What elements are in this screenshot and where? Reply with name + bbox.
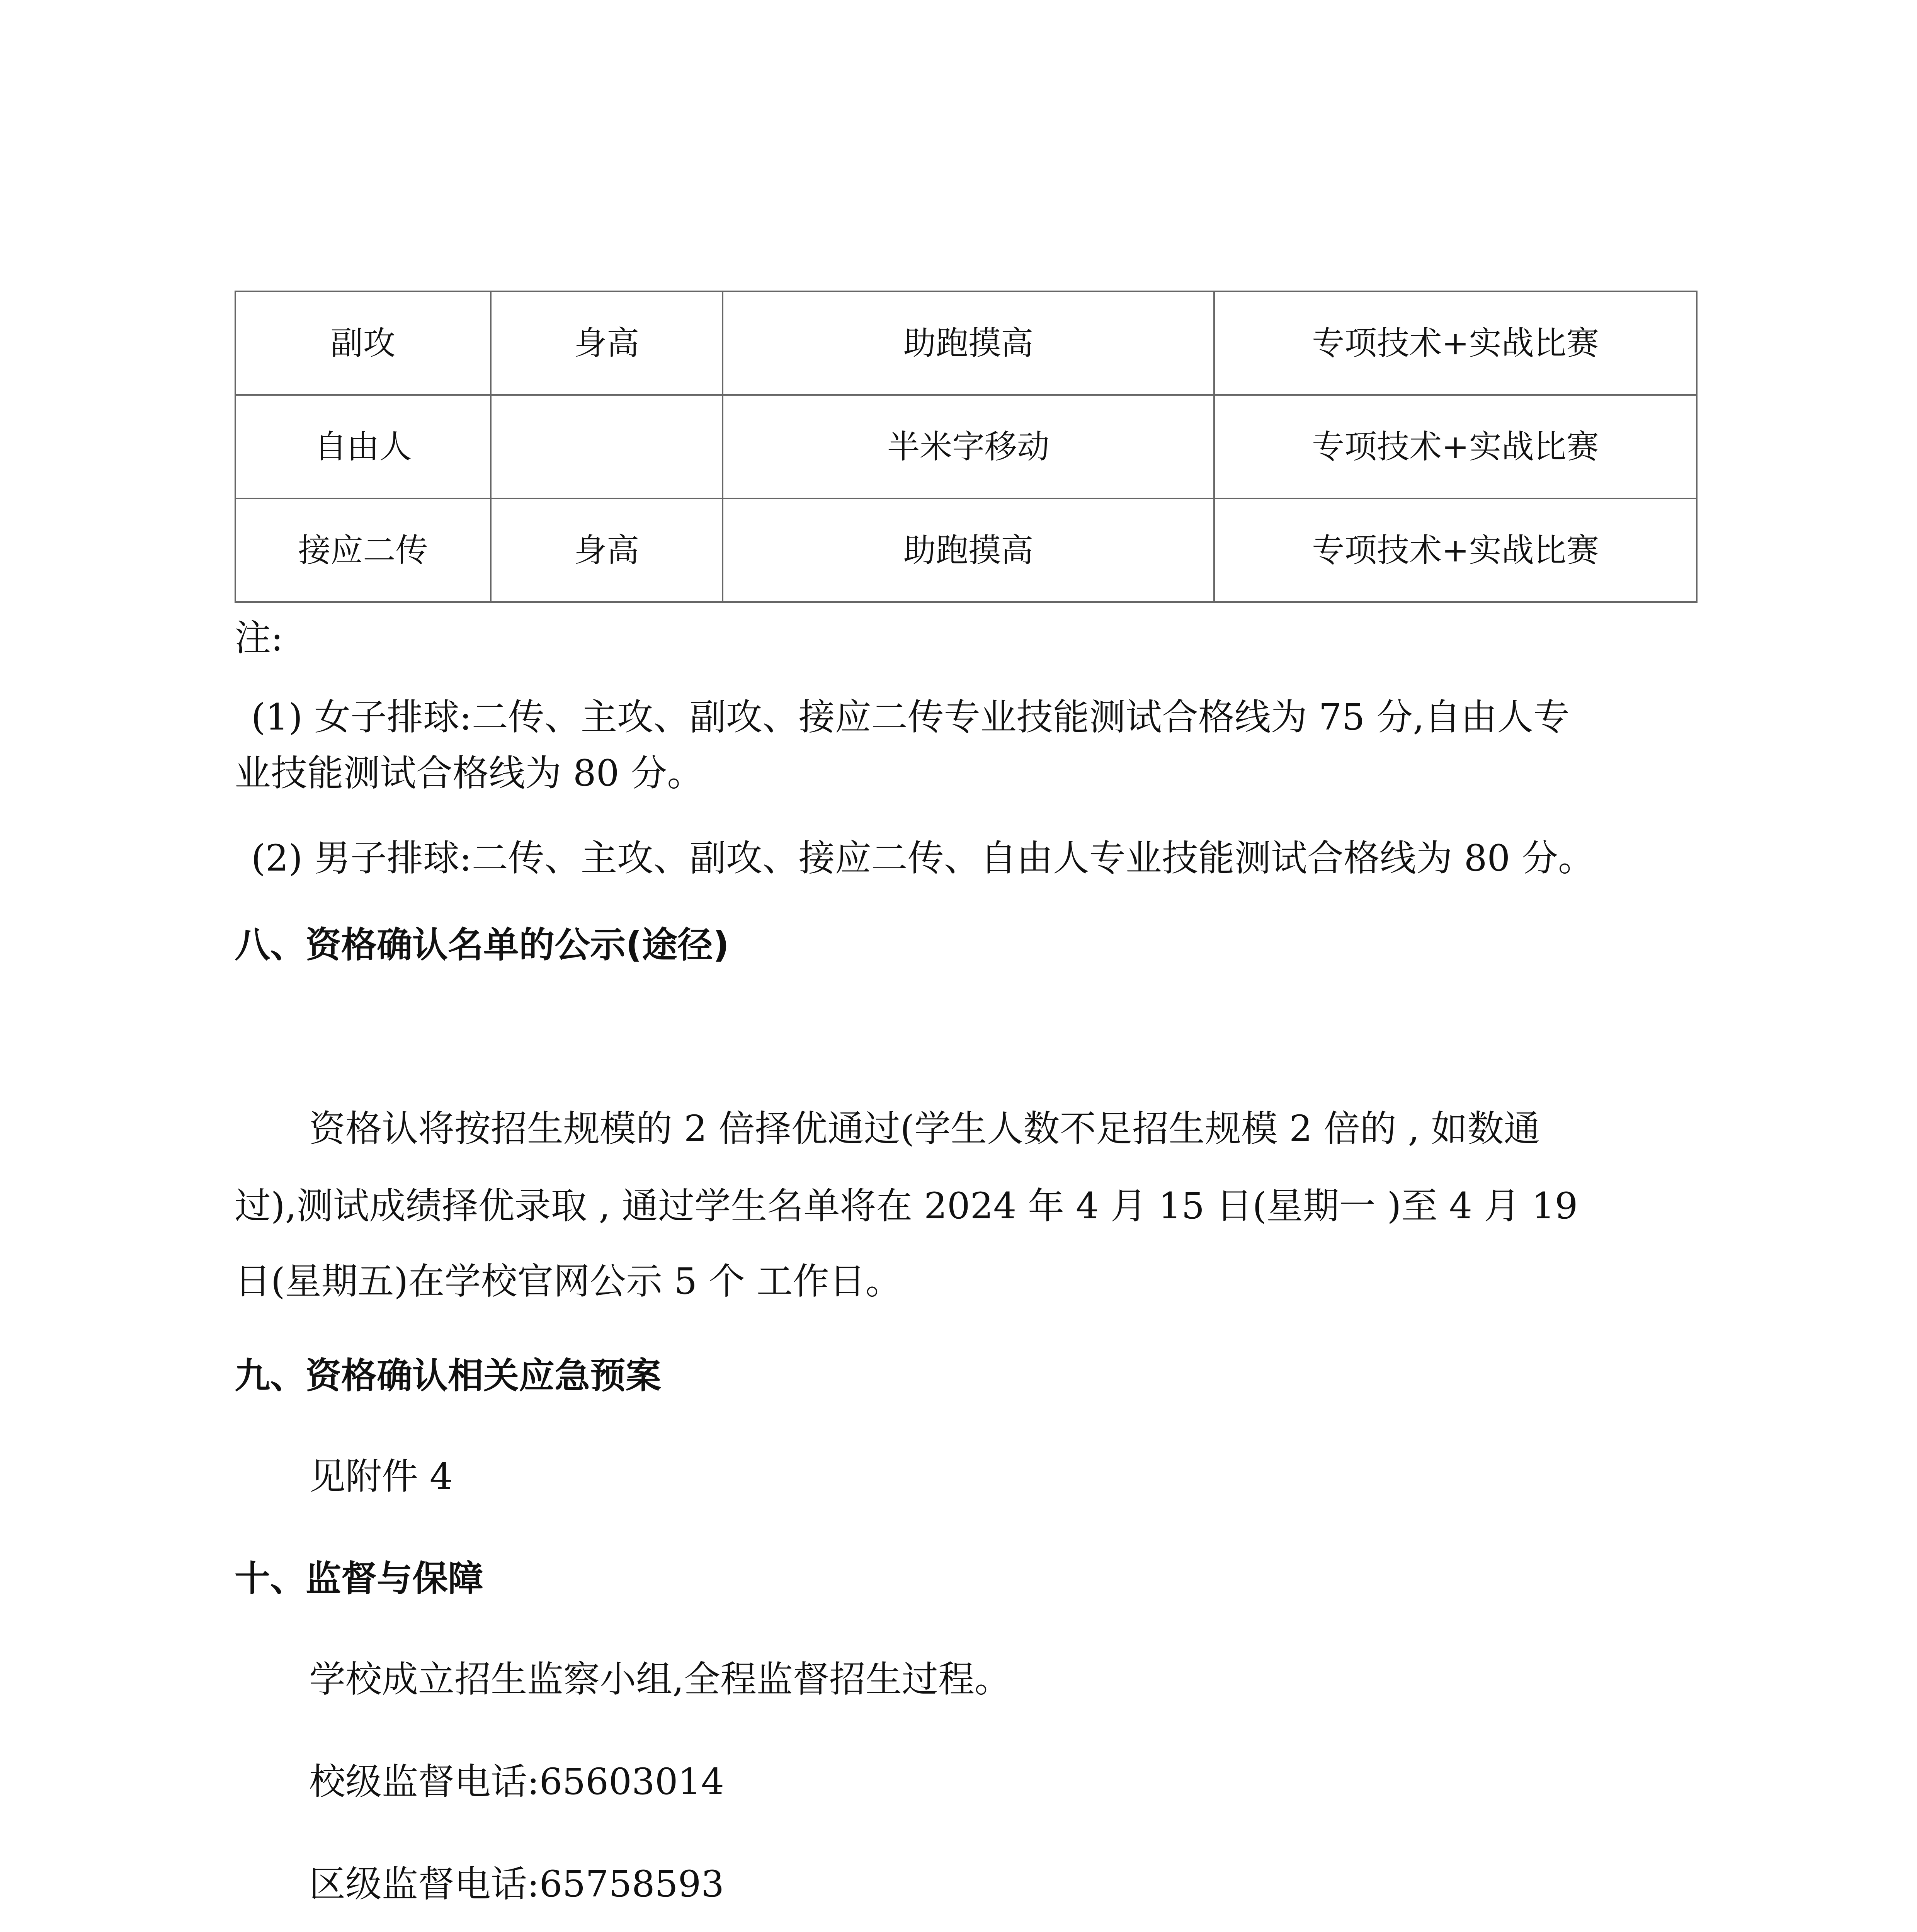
table-cell-physical: 半米字移动	[723, 395, 1214, 498]
note-item-2: (2) 男子排球:二传、主攻、副攻、接应二传、自由人专业技能测试合格线为 80 分。	[251, 837, 1595, 879]
table-cell-position: 自由人	[235, 395, 491, 498]
section-8-heading: 八、资格确认名单的公示(途径)	[235, 924, 730, 966]
district-supervision-phone: 区级监督电话:65758593	[309, 1863, 725, 1905]
table-cell-position: 接应二传	[235, 498, 491, 602]
table-cell-skill: 专项技术+实战比赛	[1214, 291, 1697, 395]
section-8-para-line-2: 过),测试成绩择优录取 , 通过学生名单将在 2024 年 4 月 15 日(星期一 )至 4 月 19	[235, 1185, 1578, 1227]
table-cell-basic: 身高	[491, 498, 723, 602]
table-cell-skill: 专项技术+实战比赛	[1214, 498, 1697, 602]
table-row	[235, 498, 1697, 602]
table-cell-basic: 身高	[491, 291, 723, 395]
table-cell-skill: 专项技术+实战比赛	[1214, 395, 1697, 498]
table-cell-basic	[491, 395, 723, 498]
table-row	[235, 291, 1697, 395]
note-item-1-line-1: (1) 女子排球:二传、主攻、副攻、接应二传专业技能测试合格线为 75 分,自由人专	[251, 696, 1570, 738]
table-cell-position: 副攻	[235, 291, 491, 395]
score-table	[235, 291, 1698, 603]
note-item-1-line-2: 业技能测试合格线为 80 分。	[235, 752, 704, 794]
section-8-para-line-3: 日(星期五)在学校官网公示 5 个 工作日。	[235, 1260, 902, 1303]
section-10-heading: 十、监督与保障	[235, 1558, 484, 1599]
school-supervision-phone: 校级监督电话:65603014	[309, 1761, 725, 1803]
section-9-text: 见附件 4	[309, 1456, 453, 1498]
section-8-para-line-1: 资格认将按招生规模的 2 倍择优通过(学生人数不足招生规模 2 倍的 , 如数通	[309, 1108, 1540, 1150]
table-cell-physical: 助跑摸高	[723, 291, 1214, 395]
note-label: 注:	[235, 617, 283, 659]
section-9-heading: 九、资格确认相关应急预案	[235, 1355, 662, 1396]
section-10-line-1: 学校成立招生监察小组,全程监督招生过程。	[309, 1658, 1011, 1701]
table-cell-physical: 助跑摸高	[723, 498, 1214, 602]
table-row	[235, 395, 1697, 498]
